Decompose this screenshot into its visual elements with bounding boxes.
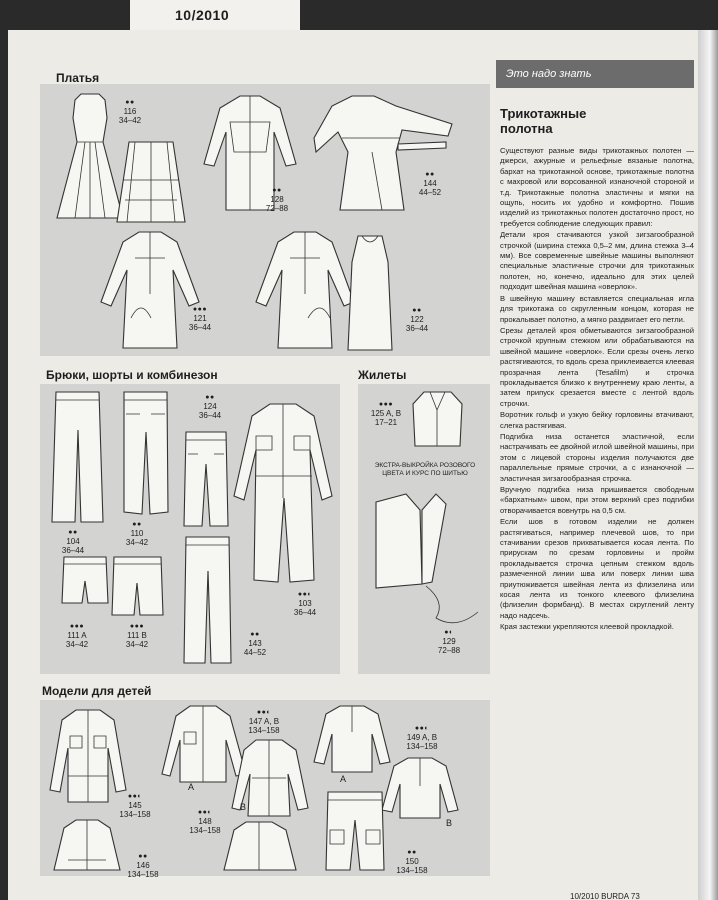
model-143-drawing bbox=[180, 535, 235, 667]
sidebar-body bbox=[496, 146, 694, 633]
section-title-kids: Модели для детей bbox=[42, 684, 152, 698]
section-title-trousers: Брюки, шорты и комбинезон bbox=[46, 368, 218, 382]
model-104-drawing bbox=[50, 390, 105, 525]
model-125-vest-drawing bbox=[410, 390, 465, 448]
top-strip bbox=[130, 0, 300, 30]
label-110: ●● 110 34–42 bbox=[125, 521, 149, 547]
page-footer: 10/2010 BURDA 73 bbox=[570, 892, 640, 900]
paragraph: В швейную машину вставляется специальная игла для трикотажа со скругленным концом, которая не прокалывает полотно, а мягко раздвигает его петли. bbox=[500, 293, 694, 324]
model-124-drawing bbox=[180, 430, 232, 530]
extra-pattern-note: ЭКСТРА-ВЫКРОЙКА РОЗОВОГО ЦВЕТА И КУРС ПО ШИТЬЮ bbox=[374, 462, 476, 477]
sidebar-tag: Это надо знать bbox=[496, 60, 694, 88]
label-128: ●● 128 72–88 bbox=[265, 187, 289, 213]
label-144: ●● 144 44–52 bbox=[418, 171, 442, 197]
section-title-vests: Жилеты bbox=[358, 368, 407, 382]
model-103-drawing bbox=[232, 400, 334, 590]
skirt-116-drawing bbox=[115, 140, 187, 224]
letter-b-149: B bbox=[446, 818, 453, 828]
label-111a: ●●● 111 A 34–42 bbox=[65, 623, 89, 649]
label-111b: ●●● 111 B 34–42 bbox=[125, 623, 149, 649]
model-111b-drawing bbox=[110, 555, 165, 619]
paragraph: Срезы деталей кроя обметываются зигзагообразной строчкой крупным стежком или обрабатываются на швейной машине «оверлок». Если срезы очень легко растягиваются, то вдоль среза приклеивается клеевая прозрачная лента (Tesafilm) и строчка прокладывается близко к внутреннему краю ленты, а затем припуск срезается вместе с лентой вдоль строчки. bbox=[500, 325, 694, 408]
model-121-drawing bbox=[95, 228, 205, 352]
label-129: ●◐ 129 72–88 bbox=[437, 629, 461, 655]
model-145-drawing bbox=[48, 706, 128, 806]
label-104: ●● 104 36–44 bbox=[61, 529, 85, 555]
label-116: ●● 116 34–42 bbox=[118, 99, 142, 125]
paragraph: Детали кроя стачиваются узкой зигзагообразной строчкой (ширина стежка 0,5–2 мм, длина стежка 3–4 мм). Все современные швейные машины выполняют специальные эластичные строчки для трикотажных полотен, но, конечно, идеально для этих целей подходит швейная машина «оверлок». bbox=[500, 230, 694, 292]
paragraph: Воротник гольф и узкую бейку горловины втачивают, слегка растягивая. bbox=[500, 410, 694, 430]
paragraph: Существуют разные виды трикотажных полотен — джерси, ажурные и рельефные вязаные полотна, бархат на трикотажной основе, трикотажные полотна с махровой или ворсованной изнаночной стороной и т.д. Трикотажные полотна эластичны и мягки на ощупь, носить их удобно и комфортно. Пошив изделий из трикотажных полотен достаточно прост, но требуется соблюдение следующих правил: bbox=[500, 146, 694, 228]
letter-b: B bbox=[240, 802, 247, 812]
model-144-drawing bbox=[312, 92, 462, 222]
page-header: 10/2010 bbox=[175, 7, 230, 23]
section-title-dresses: Платья bbox=[56, 71, 100, 85]
model-146-drawing bbox=[52, 818, 122, 874]
label-146: ●● 146 134–158 bbox=[127, 853, 159, 879]
sidebar bbox=[496, 60, 694, 634]
page-edge bbox=[698, 30, 718, 900]
letter-a: A bbox=[188, 782, 195, 792]
model-111a-drawing bbox=[60, 555, 110, 607]
label-150: ●● 150 134–158 bbox=[396, 849, 428, 875]
paragraph: Края застежки укрепляются клеевой прокладкой. bbox=[500, 622, 674, 632]
sidebar-title: Трикотажные полотна bbox=[500, 106, 587, 136]
label-148: ●●◐ 148 134–158 bbox=[189, 809, 221, 835]
label-125: ●●● 125 A, B 17–21 bbox=[370, 401, 402, 427]
label-121: ●●● 121 36–44 bbox=[188, 306, 212, 332]
label-149: ●●◐ 149 A, B 134–158 bbox=[406, 725, 438, 751]
letter-a-149: A bbox=[340, 774, 347, 784]
model-148-drawing bbox=[220, 820, 300, 874]
model-122-drawing bbox=[340, 232, 400, 352]
label-145: ●●◐ 145 134–158 bbox=[119, 793, 151, 819]
label-103: ●●◐ 103 36–44 bbox=[293, 591, 317, 617]
paragraph: Вручную подгибка низа пришивается свободным «бархатным» швом, при этом верхний срез подгибки отворачивается вовнутрь на 0,5 см. bbox=[500, 485, 694, 515]
model-110-drawing bbox=[118, 390, 173, 520]
label-122: ●● 122 36–44 bbox=[405, 307, 429, 333]
model-149b-drawing bbox=[380, 756, 460, 820]
paragraph: Подгибка низа останется эластичной, если настрачивать ее двойной иглой швейной машины, при этом с лицевой стороны изделия получаются две параллельные прямые строчки, а с изнаночной — эластичная зигзагообразная строчка. bbox=[500, 431, 694, 483]
model-150-drawing bbox=[320, 790, 390, 874]
paragraph: Если шов в готовом изделии не должен растягиваться, например плечевой шов, то при стачивании срезов прихватывается косая лента. По прирускам по срезам горловины и пройм прокладывается строчка цепным стежком вдоль размеченной линии шва или поверх линии шва приутюживается швейная лента из флизелина или косая лента из тонкого клеевого флизелина (флизелин формбанд). В местах скруглений ленту надо надсечь. bbox=[500, 517, 694, 620]
model-129-drawing bbox=[366, 492, 486, 632]
label-147: ●●◐ 147 A, B 134–158 bbox=[248, 709, 280, 735]
label-124: ●● 124 36–44 bbox=[198, 394, 222, 420]
label-143: ●● 143 44–52 bbox=[243, 631, 267, 657]
